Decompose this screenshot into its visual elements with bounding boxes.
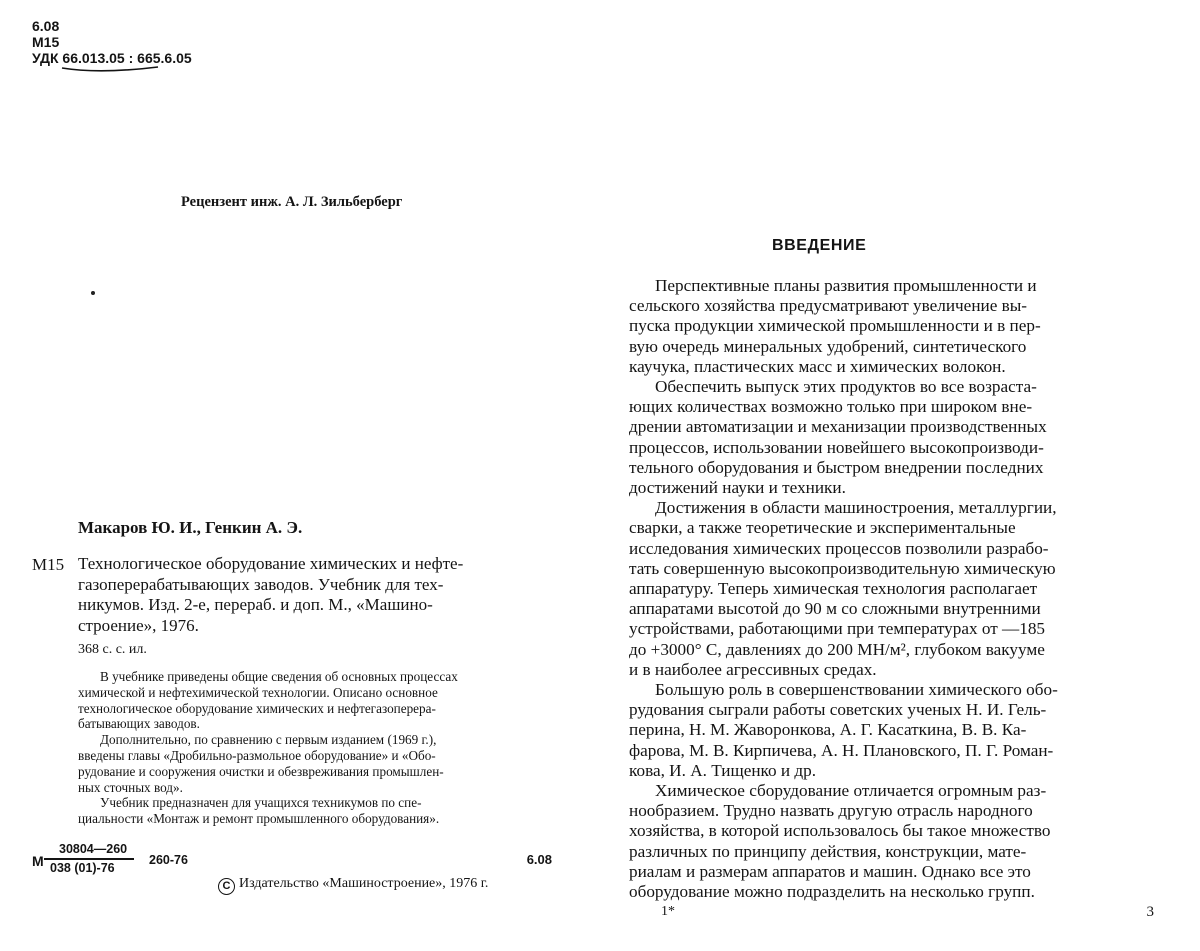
text-line: тельного оборудования и быстром внедрении последних	[629, 457, 1044, 477]
bibliographic-index: М15	[32, 555, 65, 574]
introduction-text	[629, 276, 1155, 902]
classification-codes	[32, 18, 192, 66]
text-line: хозяйства, в которой использовалось бы такое множество	[629, 821, 1051, 841]
text-line: Обеспечить выпуск этих продуктов во все возраста-	[655, 377, 1037, 397]
class-code: 6.08	[526, 852, 552, 867]
page-count: 368 с. с. ил.	[78, 642, 147, 657]
text-line: дрении автоматизации и механизации производственных	[629, 417, 1047, 437]
reviewer-line	[181, 194, 402, 211]
annotation-line: Дополнительно, по сравнению с первым изданием (1969 г.),	[100, 732, 437, 748]
annotation-line: химической и нефтехимической технологии. Описано основное	[78, 684, 438, 700]
text-line: различных по принципу действия, конструкции, мате-	[629, 841, 1027, 861]
text-line: до +3000° С, давлениях до 200 МН/м², глубоком вакууме	[629, 639, 1045, 659]
text-line: вую очередь минеральных удобрений, синтетического	[629, 336, 1027, 356]
text-line: ющих количествах возможно только при широком вне-	[629, 397, 1033, 417]
fraction-bar	[44, 858, 134, 860]
catalog-letter: М	[32, 853, 44, 869]
text-line: перина, Н. М. Жаворонкова, А. Г. Касаткина, В. В. Ка-	[629, 720, 1027, 740]
text-line: Химическое сборудование отличается огромным раз-	[655, 781, 1047, 801]
annotation-line: В учебнике приведены общие сведения об основных процессах	[100, 669, 458, 684]
udk-code-underlined	[62, 50, 124, 66]
text-line: сварки, а также теоретические и экспериментальные	[629, 518, 1016, 538]
text-line: Перспективные планы развития промышленности и	[655, 276, 1037, 295]
copyright-line	[218, 876, 488, 895]
text-line: Достижения в области машиностроения, металлургии,	[655, 498, 1057, 518]
handwritten-underline-mark	[60, 65, 160, 73]
catalog-suffix: 260-76	[149, 853, 188, 867]
udk-line	[32, 50, 192, 66]
signature-mark: 1*	[661, 904, 675, 919]
udk-label: УДК	[32, 50, 59, 66]
catalog-numerator: 30804—260	[59, 842, 128, 856]
annotation-line: Учебник предназначен для учащихся техникумов по спе-	[100, 795, 422, 811]
book-authors: Макаров Ю. И., Генкин А. Э.	[78, 518, 303, 537]
annotation-line: циальности «Монтаж и ремонт промышленного оборудования».	[78, 811, 440, 827]
text-line: исследования химических процессов позволили разрабо-	[629, 538, 1049, 558]
text-line: сельского хозяйства предусматривают увеличение вы-	[629, 296, 1028, 316]
text-line: аппаратами высотой до 90 м со сложными внутренними	[629, 599, 1041, 619]
bib-line: строение», 1976.	[78, 616, 199, 636]
code-line: 6.08	[32, 18, 60, 34]
text-line: кова, И. А. Тищенко и др.	[629, 760, 817, 780]
text-line: достижений науки и техники.	[629, 478, 846, 498]
bib-line: никумов. Изд. 2-е, перераб. и доп. М., «Машино-	[78, 595, 433, 615]
bibliographic-description	[78, 554, 558, 637]
text-line: аппаратуру. Теперь химическая технология располагает	[629, 579, 1038, 599]
text-line: процессов, использовании новейшего высокопроизводи-	[629, 437, 1044, 457]
print-speck	[91, 291, 95, 295]
text-line: Большую роль в совершенствовании химического обо-	[655, 680, 1058, 700]
annotation-line: рудование и сооружения очистки и обезвреживания промышлен-	[78, 763, 444, 779]
text-line: устройствами, работающими при температурах от —185	[629, 619, 1046, 639]
copyright-icon: C	[218, 878, 235, 895]
text-line: нообразием. Трудно назвать другую отрасль народного	[629, 801, 1033, 821]
text-line: тать совершенную высокопроизводительную химическую	[629, 558, 1056, 578]
annotation-line: технологическое оборудование химических и нефтегазоперера-	[78, 700, 436, 716]
reviewer-name: А. Л. Зильберберг	[285, 194, 403, 210]
annotation-line: введены главы «Дробильно-размольное оборудование» и «Обо-	[78, 747, 436, 763]
code-line: М15	[32, 34, 60, 50]
annotation-line: ных сточных вод».	[78, 779, 183, 795]
catalog-denominator: 038 (01)-76	[50, 861, 115, 875]
text-line: рудования сыграли работы советских ученых Н. И. Гель-	[629, 700, 1047, 720]
bib-line: газоперерабатывающих заводов. Учебник для тех-	[78, 574, 444, 594]
book-annotation	[78, 669, 556, 827]
udk-code: 66.013.05	[62, 50, 125, 66]
text-line: фарова, М. В. Кирпичева, А. Н. Плановского, П. Г. Роман-	[629, 740, 1054, 760]
text-line: и в наиболее агрессивных средах.	[629, 659, 877, 679]
page-number: 3	[1146, 904, 1154, 920]
text-line: каучука, пластических масс и химических волокон.	[629, 356, 1006, 376]
udk-rest: : 665.6.05	[128, 50, 192, 66]
right-page-introduction	[600, 0, 1200, 951]
text-line: риалам и размерам аппаратов и машин. Однако все это	[629, 861, 1031, 881]
reviewer-prefix: Рецензент инж.	[181, 194, 282, 210]
text-line: пуска продукции химической промышленности и в пер-	[629, 316, 1041, 336]
section-title: ВВЕДЕНИЕ	[772, 237, 867, 254]
annotation-line: батывающих заводов.	[78, 716, 200, 732]
copyright-text: Издательство «Машиностроение», 1976 г.	[239, 876, 489, 891]
text-line: оборудование можно подразделить на несколько групп.	[629, 882, 1035, 902]
bib-line: Технологическое оборудование химических и нефте-	[78, 554, 464, 573]
